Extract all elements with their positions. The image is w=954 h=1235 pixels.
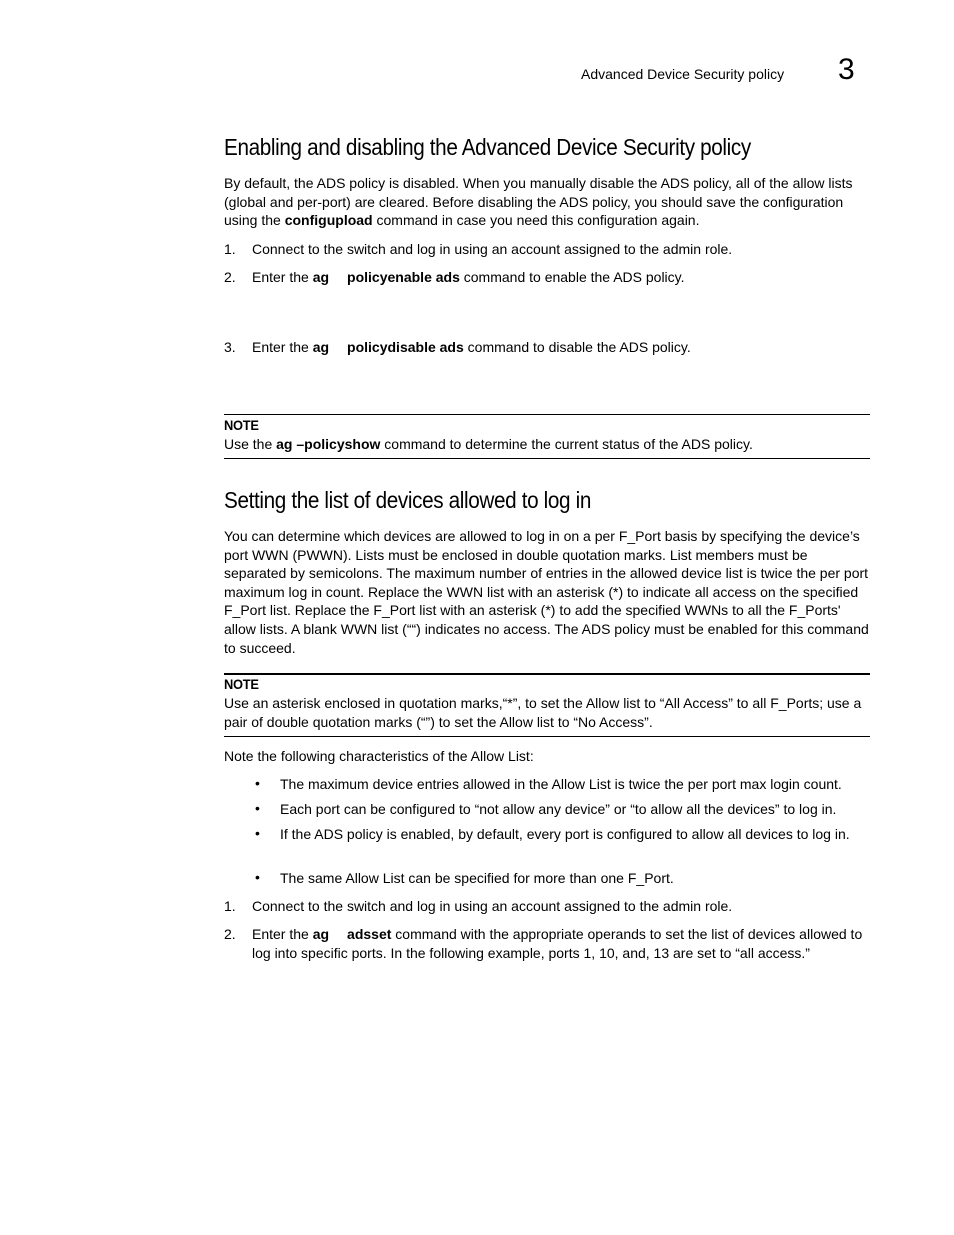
step-text [252,268,870,287]
command-ag: ag [312,269,330,285]
note-bottom-rule [224,458,870,459]
step-text-pre: Enter the [252,926,313,942]
command-ag: ag [312,926,330,942]
section-heading-enable-disable: Enabling and disabling the Advanced Device Security policy [224,134,751,160]
note-text [224,435,870,454]
section1-intro [224,174,870,230]
section-heading-allow-list: Setting the list of devices allowed to log in [224,487,591,513]
note-bottom-rule [224,736,870,737]
section2-intro: You can determine which devices are allowed to log in on a per F_Port basis by specifying the device’s port WWN (PWWN). Lists must be enclosed in double quotation marks. List members must be separated by semicolons. The maximum number of entries in the allowed device list is twice the per port maximum log in count. Replace the WWN list with an asterisk (*) to indicate all access on the specified F_Port list. Replace the F_Port list with an asterisk (*) to add the specified WWNs to all the F_Ports' allow lists. A blank WWN list (““) indicates no access. The ADS policy must be enabled for this command to succeed. [224,528,869,656]
bullet-text: Each port can be configured to “not allow any device” or “to allow all the devices” to log in. [280,801,837,817]
step-text [252,338,870,357]
intro-text-pre: By default, the ADS policy is disabled. When you manually disable the ADS policy, all of the allow lists (global and per-port) are cleared. Before disabling the ADS policy, you should save the configuration using the [224,175,853,229]
note-label: NOTE [224,417,259,433]
step-text [252,925,870,962]
intro-command: configupload [284,212,373,229]
bullet-text: If the ADS policy is enabled, by default, every port is configured to allow all devices to log in. [280,826,850,842]
step-text-post: command to enable the ADS policy. [459,269,685,285]
intro-text-post: command in case you need this configuration again. [372,212,700,229]
step-number: 2. [224,269,236,285]
step-text-post: command to disable the ADS policy. [463,339,691,355]
note-top-rule [224,414,870,415]
characteristics-intro: Note the following characteristics of the Allow List: [224,748,534,764]
step-text-pre: Enter the [252,339,313,355]
step-number: 2. [224,926,236,942]
note-command: ag –policyshow [276,436,381,452]
chapter-number: 3 [838,53,855,86]
command-name: policydisable ads [347,339,464,355]
note-text-pre: Use the [224,436,277,452]
note-text: Use an asterisk enclosed in quotation marks,“*”, to set the Allow list to “All Access” to all F_Ports; use a pair of double quotation marks (“”) to set the Allow list to “No Access”. [224,695,862,730]
note-text-post: command to determine the current status of the ADS policy. [380,436,753,452]
step-number: 1. [224,898,236,914]
command-name: adsset [347,926,392,942]
step-text: Connect to the switch and log in using an account assigned to the admin role. [252,898,733,914]
command-ag: ag [312,339,330,355]
command-name: policyenable ads [347,269,460,285]
bullet-text: The same Allow List can be specified for more than one F_Port. [280,870,674,886]
bullet-glyph: • [255,775,260,791]
bullet-text: The maximum device entries allowed in the Allow List is twice the per port max login count. [280,776,842,792]
step-number: 3. [224,339,236,355]
step-text-post: command with the appropriate operands to set the list of devices allowed to log into specific ports. In the following example, ports 1, 10, and, 13 are set to “all access.” [252,926,863,961]
bullet-glyph: • [255,825,260,841]
note-label: NOTE [224,676,259,692]
bullet-glyph: • [255,800,260,816]
running-header-title: Advanced Device Security policy [581,66,785,82]
step-text-pre: Enter the [252,269,313,285]
bullet-glyph: • [255,869,260,885]
step-text: Connect to the switch and log in using an account assigned to the admin role. [252,241,733,257]
step-number: 1. [224,241,236,257]
note-top-rule [224,673,870,675]
